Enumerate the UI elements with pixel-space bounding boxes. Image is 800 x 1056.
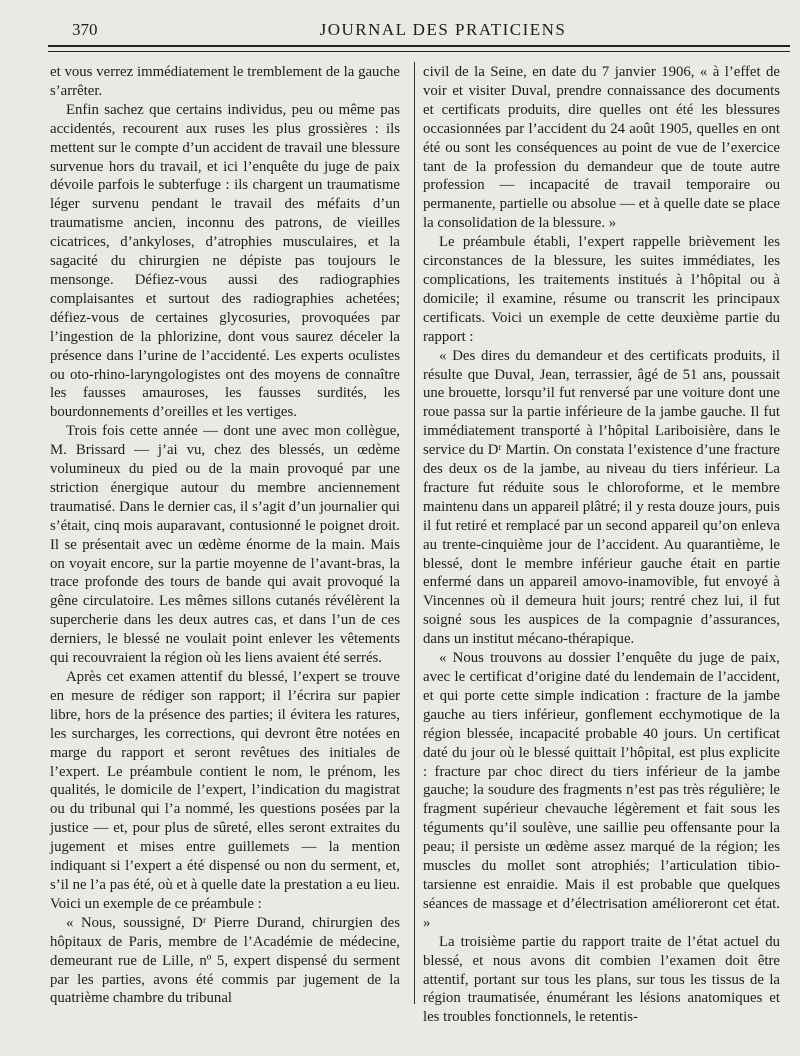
- paragraph: et vous verrez immédiatement le tremblement de la gauche s’arrêter.: [50, 64, 400, 99]
- paragraph: La troisième partie du rapport traite de l’état actuel du blessé, et nous avons dit combien l’examen doit être attentif, portant sur tous les plans, sur tous les tissus de la région traumatisée, énumérant les lésions anatomiques et les troubles fonctionnels, le retentis-: [423, 933, 780, 1026]
- paragraph: civil de la Seine, en date du 7 janvier 1906, « à l’effet de voir et visiter Duval, prendre connaissance des documents et certificats produits, dire quelles ont été les blessures occasionnées par l’accident du 24 août 1905, quelles en ont été ou sont les conséquences au point de vue de l’exercice tant de la profession du demandeur que de toute autre profession — incapacité de travail temporaire ou permanente, partielle ou absolue — et à quelle date se place la consolidation de la blessure. »: [423, 64, 780, 232]
- page-header: [72, 20, 784, 44]
- paragraph: « Nous trouvons au dossier l’enquête du juge de paix, avec le certificat d’origine daté du lendemain de l’accident, et qui porte cette simple indication : fracture de la jambe gauche au tiers inférieur, gonflement ecchymotique de la région blessée, incapacité probable 40 jours. Un certificat daté du jour où le blessé quittait l’hôpital, est plus explicite : fracture par choc direct du tiers inférieur de la jambe gauche; la soudure des fragments n’est pas très régulière; le fragment supérieur chevauche légèrement et fait sous les téguments qu’il soulève, une saillie peu offensante pour la peau; il persiste un œdème assez marqué de la région; les muscles du mollet sont atrophiés; l’articulation tibio-tarsienne est enraidie. Mais il est probable que quelques séances de massage et d’électrisation amélioreront cet état. »: [423, 650, 780, 931]
- header-rule-thin: [48, 51, 790, 52]
- paragraph: Le préambule établi, l’expert rappelle brièvement les circonstances de la blessure, les suites immédiates, les complications, les traitements institués à l’hôpital ou à domicile; il examine, résume ou transcrit les principaux certificats. Voici un exemple de cette deuxième partie du rapport :: [423, 234, 780, 345]
- left-column: [50, 63, 400, 1008]
- paragraph: Enfin sachez que certains individus, peu ou même pas accidentés, recourent aux ruses les plus grossières : ils mettent sur le compte d’un accident de travail une blessure survenue hors du travail, et ici l’enquête du juge de paix dévoile parfois le subterfuge : ils chargent un traumatisme léger survenu pendant le travail des méfaits d’un traumatisme ancien, inconnu des patrons, de vieilles cicatrices, d’ankyloses, d’atrophies musculaires, et la sagacité du chirurgien ne dépiste pas toujours le mensonge. Défiez-vous aussi des radiographies complaisantes et surtout des radiographies achetées; défiez-vous de certaines glycosuries, provoquées par l’ingestion de la phlorizine, dont vous saurez déceler la présence dans l’urine de l’accidenté. Les experts oculistes ou oto-rhino-laryngologistes ont des moyens de connaître les fausses amauroses, les fausses surdités, les bourdonnements d’oreilles et les vertiges.: [50, 101, 400, 421]
- paragraph: Trois fois cette année — dont une avec mon collègue, M. Brissard — j’ai vu, chez des blessés, un œdème volumineux du pied ou de la main provoqué par une striction énergique autour du membre anciennement traumatisé. Dans le dernier cas, il s’agit d’un journalier qui s’était, cinq mois auparavant, contusionné le poignet droit. Il se présentait avec un œdème énorme de la main. Mais on voyait encore, sur la partie moyenne de l’avant-bras, la trace profonde des tours de bande qui avait provoqué la gêne circulatoire. Les mêmes sillons cutanés révélèrent la supercherie dans les deux autres cas, et dans l’un de ces derniers, le blessé ne voulait point enlever les vêtements qui recouvraient la région où les liens avaient été serrés.: [50, 423, 400, 667]
- journal-title: JOURNAL DES PRATICIENS: [319, 20, 567, 39]
- paragraph: « Nous, soussigné, Dʳ Pierre Durand, chirurgien des hôpitaux de Paris, membre de l’Académie de médecine, demeurant rue de Lille, nº 5, expert dispensé du serment par les parties, avons été commis par jugement de la quatrième chambre du tribunal: [50, 914, 400, 1007]
- page-number: 370: [72, 20, 98, 39]
- paragraph: « Des dires du demandeur et des certificats produits, il résulte que Duval, Jean, terrassier, âgé de 51 ans, poussait une brouette, lorsqu’il fut renversé par une voiture dont une roue passa sur la partie inférieure de la jambe gauche. Il fut immédiatement transporté à l’hôpital Lariboisière, dans le service du Dʳ Martin. On constata l’existence d’une fracture des deux os de la jambe, au niveau du tiers inférieur. La fracture fut réduite sous le chloroforme, et le membre maintenu dans un appareil plâtré; il y resta douze jours, puis il fut retiré et remplacé par un second appareil qu’on enleva au trente-cinquième jour de l’accident. Au quarantième, le blessé, dont le membre inférieur gauche était en partie enfermé dans un appareil amovo-inamovible, fut envoyé à Vincennes où il demeura huit jours; rentré chez lui, il fut soigné sous les auspices de la compagnie d’assurances, dans un institut mécano-thérapique.: [423, 347, 780, 648]
- paragraph: Après cet examen attentif du blessé, l’expert se trouve en mesure de rédiger son rapport; il l’écrira sur papier libre, hors de la présence des parties; il évitera les ratures, les surcharges, les corrections, qui devront être notées en marge du rapport et seront revêtues des initiales de l’expert. Le préambule contient le nom, le prénom, les qualités, le domicile de l’expert, l’indication du magistrat ou du tribunal qui l’a nommé, les questions posées par la justice — et, pour plus de sûreté, elles seront extraites du jugement et mises entre guillemets — la mention indiquant si l’expert a été dispensé ou non du serment, et, s’il ne l’a pas été, où et à quelle date la prestation a eu lieu. Voici un exemple de ce préambule :: [50, 669, 400, 912]
- right-column: [423, 63, 780, 1027]
- column-divider: [414, 62, 415, 1004]
- header-rule: [48, 45, 790, 47]
